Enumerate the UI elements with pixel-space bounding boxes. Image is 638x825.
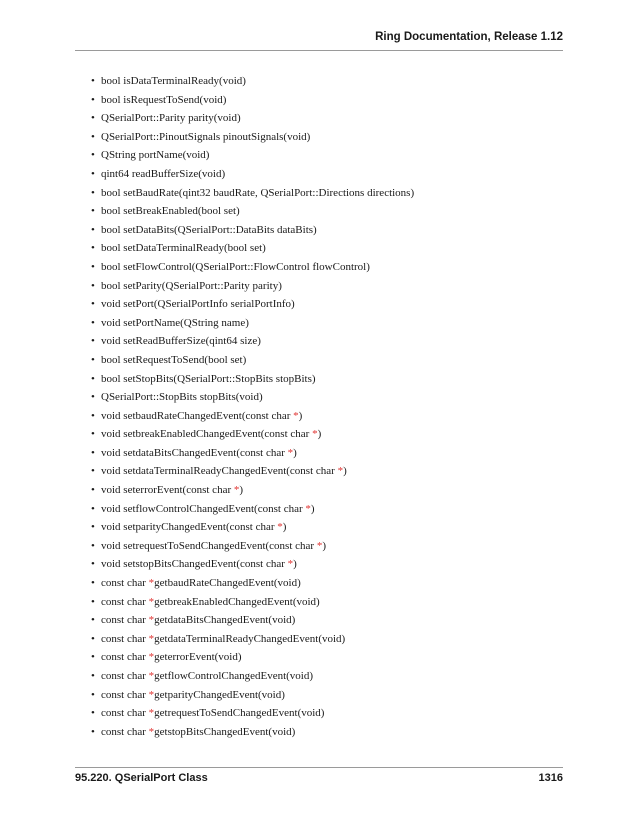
- bullet-icon: •: [91, 186, 95, 199]
- pointer-asterisk: *: [148, 670, 155, 682]
- bullet-icon: •: [91, 577, 95, 590]
- method-signature-text: const char: [101, 670, 149, 682]
- pointer-asterisk: *: [312, 428, 318, 441]
- method-signature-text: void seterrorEvent(const char: [101, 484, 234, 497]
- method-signature-text: const char: [101, 595, 149, 608]
- bullet-icon: •: [91, 651, 95, 664]
- list-item: [91, 332, 561, 351]
- pointer-asterisk: *: [277, 521, 283, 534]
- list-item: [91, 630, 561, 649]
- method-signature-text: const char: [101, 688, 149, 701]
- list-item: [91, 723, 561, 742]
- pointer-asterisk: *: [148, 725, 155, 738]
- list-item: [91, 258, 561, 277]
- method-signature-text: ): [239, 484, 244, 497]
- method-signature-text: bool isRequestToSend(void): [101, 93, 227, 106]
- header-divider: [75, 50, 563, 51]
- method-signature-text: const char: [101, 577, 149, 590]
- pointer-asterisk: *: [148, 688, 155, 701]
- method-signature-text: QSerialPort::Parity parity(void): [101, 112, 241, 125]
- list-item: [91, 388, 561, 407]
- method-signature-text: qint64 readBufferSize(void): [101, 167, 226, 180]
- method-signature-text: ): [343, 465, 347, 478]
- method-signature-text: const char: [101, 632, 149, 645]
- footer-page-number: 1316: [538, 772, 563, 784]
- method-signature-text: bool setDataBits(QSerialPort::DataBits dataBits): [101, 223, 317, 236]
- method-signature-text: ): [317, 428, 322, 441]
- list-item: [91, 667, 561, 686]
- method-signature-text: getstopBitsChangedEvent(void): [154, 725, 296, 738]
- list-item: [91, 518, 561, 537]
- bullet-icon: •: [91, 595, 95, 608]
- bullet-icon: •: [91, 446, 95, 459]
- bullet-icon: •: [91, 484, 95, 497]
- pointer-asterisk: *: [233, 484, 240, 497]
- method-signature-text: void setflowControlChangedEvent(const char: [101, 502, 306, 515]
- list-item: [91, 444, 561, 463]
- method-signature-text: bool setStopBits(QSerialPort::StopBits stopBits): [101, 372, 316, 385]
- bullet-icon: •: [91, 75, 95, 87]
- list-item: [91, 184, 561, 203]
- bullet-icon: •: [91, 316, 95, 329]
- method-signature-text: void setReadBufferSize(qint64 size): [101, 335, 261, 348]
- bullet-icon: •: [91, 205, 95, 218]
- method-signature-text: bool setBaudRate(qint32 baudRate, QSerialPort::Directions directions): [101, 186, 415, 199]
- bullet-icon: •: [91, 167, 95, 180]
- bullet-icon: •: [91, 298, 95, 311]
- method-signature-text: bool setBreakEnabled(bool set): [101, 205, 240, 218]
- bullet-icon: •: [91, 521, 95, 534]
- bullet-icon: •: [91, 149, 95, 162]
- pointer-asterisk: *: [287, 558, 294, 571]
- method-signature-text: getparityChangedEvent(void): [154, 688, 285, 701]
- method-signature-text: const char: [101, 614, 149, 627]
- method-signature-text: QSerialPort::PinoutSignals pinoutSignals(void): [101, 130, 311, 143]
- bullet-icon: •: [91, 130, 95, 143]
- list-item: [91, 555, 561, 574]
- bullet-icon: •: [91, 260, 95, 273]
- method-signature-text: getbreakEnabledChangedEvent(void): [154, 595, 320, 608]
- pointer-asterisk: *: [148, 614, 155, 627]
- list-item: [91, 72, 561, 91]
- method-list: [91, 72, 561, 741]
- pointer-asterisk: *: [293, 409, 299, 422]
- method-signature-text: void setPort(QSerialPortInfo serialPortInfo): [101, 298, 295, 311]
- list-item: [91, 109, 561, 128]
- list-item: [91, 351, 561, 370]
- method-signature-text: ): [322, 539, 326, 552]
- bullet-icon: •: [91, 707, 95, 720]
- running-header: Ring Documentation, Release 1.12: [375, 31, 563, 43]
- footer-divider: [75, 767, 563, 768]
- list-item: [91, 165, 561, 184]
- bullet-icon: •: [91, 391, 95, 404]
- list-item: [91, 462, 561, 481]
- method-signature-text: void setbaudRateChangedEvent(const char: [101, 409, 294, 422]
- bullet-icon: •: [91, 539, 95, 552]
- method-signature-text: bool setRequestToSend(bool set): [101, 353, 247, 366]
- list-item: [91, 370, 561, 389]
- bullet-icon: •: [91, 353, 95, 366]
- list-item: [91, 407, 561, 426]
- bullet-icon: •: [91, 502, 95, 515]
- method-signature-text: const char: [101, 651, 149, 664]
- method-signature-text: getflowControlChangedEvent(void): [154, 670, 314, 682]
- footer-section-title: 95.220. QSerialPort Class: [75, 772, 208, 784]
- method-signature-text: getrequestToSendChangedEvent(void): [154, 707, 325, 720]
- list-item: [91, 686, 561, 705]
- bullet-icon: •: [91, 93, 95, 106]
- method-signature-text: bool setParity(QSerialPort::Parity parity): [101, 279, 282, 292]
- bullet-icon: •: [91, 112, 95, 125]
- list-item: [91, 277, 561, 296]
- list-item: [91, 314, 561, 333]
- list-item: [91, 295, 561, 314]
- method-signature-text: void setdataTerminalReadyChangedEvent(const char: [101, 465, 338, 478]
- list-item: [91, 221, 561, 240]
- method-signature-text: ): [293, 446, 297, 459]
- list-item: [91, 574, 561, 593]
- pointer-asterisk: *: [287, 446, 294, 459]
- method-signature-text: getbaudRateChangedEvent(void): [154, 577, 301, 590]
- method-signature-text: ): [293, 558, 297, 571]
- bullet-icon: •: [91, 409, 95, 422]
- method-signature-text: const char: [101, 725, 149, 738]
- list-item: [91, 593, 561, 612]
- method-signature-text: void setparityChangedEvent(const char: [101, 521, 278, 534]
- bullet-icon: •: [91, 614, 95, 627]
- bullet-icon: •: [91, 242, 95, 255]
- pointer-asterisk: *: [148, 595, 155, 608]
- method-signature-text: getdataTerminalReadyChangedEvent(void): [154, 632, 346, 645]
- bullet-icon: •: [91, 335, 95, 348]
- pointer-asterisk: *: [148, 577, 155, 590]
- pointer-asterisk: *: [305, 502, 311, 515]
- pointer-asterisk: *: [337, 465, 344, 478]
- bullet-icon: •: [91, 670, 95, 682]
- method-signature-text: bool isDataTerminalReady(void): [101, 75, 246, 87]
- method-signature-text: void setdataBitsChangedEvent(const char: [101, 446, 288, 459]
- list-item: [91, 425, 561, 444]
- method-signature-text: void setPortName(QString name): [101, 316, 249, 329]
- method-signature-text: bool setFlowControl(QSerialPort::FlowControl flowControl): [101, 260, 370, 273]
- list-item: [91, 239, 561, 258]
- method-signature-text: QSerialPort::StopBits stopBits(void): [101, 391, 263, 404]
- method-signature-text: void setbreakEnabledChangedEvent(const char: [101, 428, 313, 441]
- pointer-asterisk: *: [148, 707, 155, 720]
- list-item: [91, 481, 561, 500]
- list-item: [91, 91, 561, 110]
- list-item: [91, 500, 561, 519]
- list-item: [91, 704, 561, 723]
- method-signature-text: const char: [101, 707, 149, 720]
- list-item: [91, 146, 561, 165]
- pointer-asterisk: *: [148, 632, 155, 645]
- pointer-asterisk: *: [316, 539, 323, 552]
- list-item: [91, 537, 561, 556]
- method-signature-text: ): [298, 409, 303, 422]
- bullet-icon: •: [91, 223, 95, 236]
- method-signature-text: ): [310, 502, 315, 515]
- method-signature-text: void setstopBitsChangedEvent(const char: [101, 558, 288, 571]
- method-signature-text: ): [282, 521, 287, 534]
- bullet-icon: •: [91, 725, 95, 738]
- bullet-icon: •: [91, 632, 95, 645]
- bullet-icon: •: [91, 465, 95, 478]
- list-item: [91, 128, 561, 147]
- bullet-icon: •: [91, 372, 95, 385]
- list-item: [91, 202, 561, 221]
- list-item: [91, 648, 561, 667]
- bullet-icon: •: [91, 428, 95, 441]
- method-signature-text: getdataBitsChangedEvent(void): [154, 614, 296, 627]
- method-signature-text: bool setDataTerminalReady(bool set): [101, 242, 266, 255]
- bullet-icon: •: [91, 558, 95, 571]
- method-signature-text: void setrequestToSendChangedEvent(const char: [101, 539, 317, 552]
- list-item: [91, 611, 561, 630]
- method-signature-text: QString portName(void): [101, 149, 210, 162]
- bullet-icon: •: [91, 688, 95, 701]
- method-signature-text: geterrorEvent(void): [154, 651, 242, 664]
- bullet-icon: •: [91, 279, 95, 292]
- pointer-asterisk: *: [148, 651, 155, 664]
